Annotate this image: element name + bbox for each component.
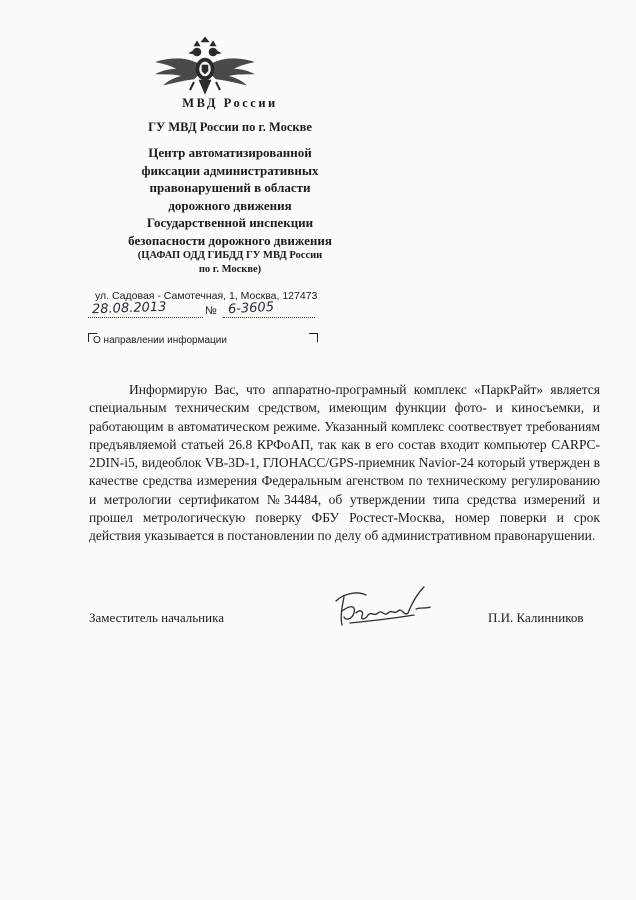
registration-line <box>88 299 318 321</box>
signer-name: П.И. Калинников <box>488 610 584 625</box>
double-headed-eagle-emblem-icon <box>150 36 260 98</box>
sender-address: ул. Садовая - Самотечная, 1, Москва, 127473 <box>95 290 318 302</box>
handwritten-signature-icon <box>330 583 435 633</box>
center-name-line: фиксации административных <box>141 162 319 178</box>
center-name-line: безопасности дорожного движения <box>128 232 332 248</box>
letter-subject: О направлении информации <box>93 335 227 346</box>
registration-date: 28.08.2013 <box>91 299 167 318</box>
center-name <box>70 144 390 249</box>
abbreviation-line: по г. Москве) <box>198 264 262 275</box>
center-name-line: правонарушений в области <box>149 180 311 195</box>
center-name-line: дорожного движения <box>168 197 292 213</box>
directorate-name: ГУ МВД России по г. Москве <box>148 120 312 134</box>
registration-number-label: № <box>205 305 217 317</box>
registration-number: 6-3605 <box>227 299 275 318</box>
signer-position: Заместитель начальника <box>89 610 224 625</box>
letter-body: Информирую Вас, что аппаратно-програмный комплекс «ПаркРайт» является специальным техническим средством, имеющим функции фото- и киносъемки, и работающим в автоматическом режиме. Указанный комплекс соотвествует требованиям предъявляемой статьей 26.8 КРФоАП, так как в его состав входит компьютер CARPC-2DIN-i5, видеоблок VB-3D-1, ГЛОНАСС/GPS-приемник Navior-24 который утвержден в качестве средства измерения Федеральным агенством по техническому регулированию и метрологии сертификатом №34484, об утверждении типа средства измерений и прошел метрологическую поверку ФБУ Ростест-Москва, номер поверки и срок действия указывается в постановлении по делу об административном правонарушении. <box>89 382 600 544</box>
abbreviation-line: (ЦАФАП ОДД ГИБДД ГУ МВД России <box>137 250 323 261</box>
date-underline <box>88 317 203 318</box>
number-underline <box>223 317 315 318</box>
center-name-line: Государственной инспекции <box>146 215 314 230</box>
ministry-name: МВД России <box>182 96 278 110</box>
subject-bracket-right <box>309 333 318 342</box>
center-name-line: Центр автоматизированной <box>148 145 312 160</box>
center-abbreviation <box>70 249 390 277</box>
